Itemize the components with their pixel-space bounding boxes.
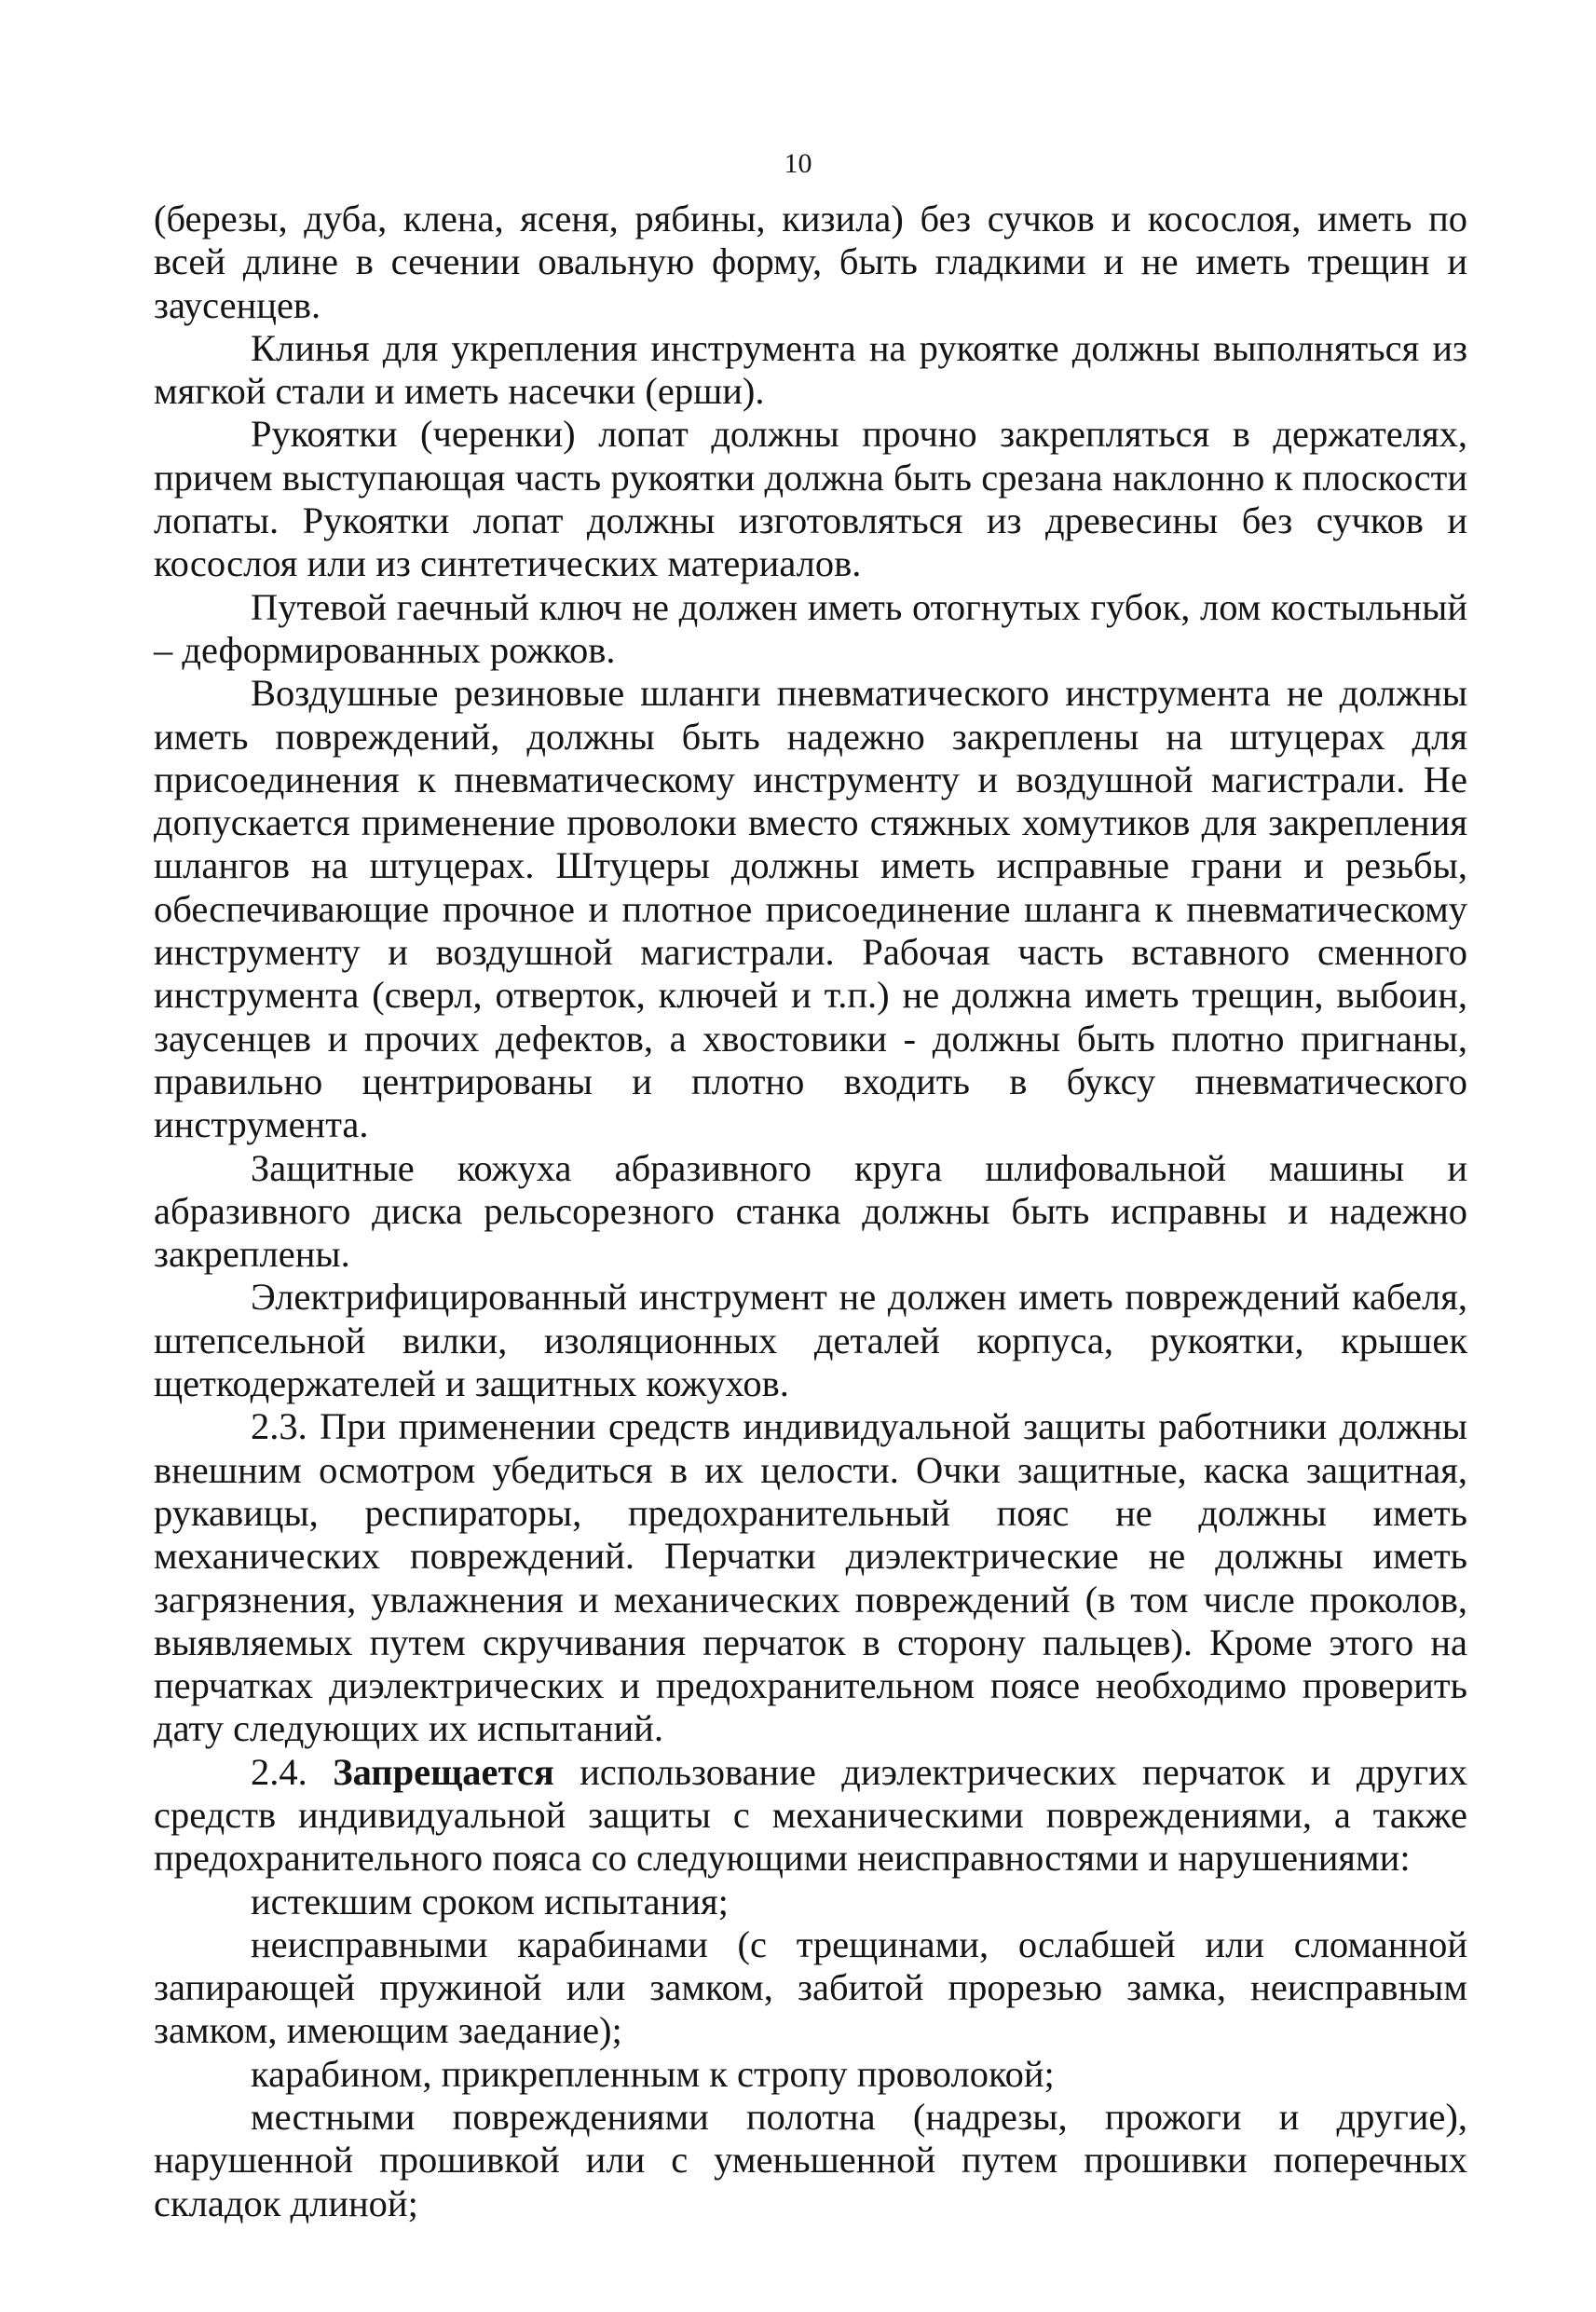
paragraph: (березы, дуба, клена, ясеня, рябины, кизила) без сучков и косослоя, иметь по всей длине в сечении овальную форму, быть гладкими и не иметь трещин и заусенцев.	[154, 198, 1467, 326]
list-item: местными повреждениями полотна (надрезы, прожоги и другие), нарушенной прошивкой или с уменьшенной путем прошивки поперечных складок длиной;	[154, 2096, 1467, 2224]
section-number: 2.4.	[251, 1750, 307, 1793]
paragraph-2-4	[154, 1751, 1467, 1881]
paragraph: 2.3. При применении средств индивидуальной защиты работники должны внешним осмотром убедиться в их целости. Очки защитные, каска защитная, рукавицы, респираторы, предохранительный пояс не должны иметь механических повреждений. Перчатки диэлектрические не должны иметь загрязнения, увлажнения и механических повреждений (в том числе проколов, выявляемых путем скручивания перчаток в сторону пальцев). Кроме этого на перчатках диэлектрических и предохранительном поясе необходимо проверить дату следующих их испытаний.	[154, 1405, 1467, 1750]
list-item: неисправными карабинами (с трещинами, ослабшей или сломанной запирающей пружиной или замком, забитой прорезью замка, неисправным замком, имеющим заедание);	[154, 1922, 1467, 2052]
paragraph: Рукоятки (черенки) лопат должны прочно закрепляться в держателях, причем выступающая часть рукоятки должна быть срезана наклонно к плоскости лопаты. Рукоятки лопат должны изготовляться из древесины без сучков и косослоя или из синтетических материалов.	[154, 413, 1467, 585]
bold-keyword: Запрещается	[333, 1750, 554, 1793]
document-body	[154, 198, 1467, 2225]
paragraph-text: использование диэлектрических перчаток и других средств индивидуальной защиты с механическими повреждениями, а также предохранительного пояса со следующими неисправностями и нарушениями:	[154, 1750, 1467, 1880]
paragraph: Защитные кожуха абразивного круга шлифовальной машины и абразивного диска рельсорезного станка должны быть исправны и надежно закреплены.	[154, 1146, 1467, 1276]
page-number: 10	[784, 148, 812, 179]
paragraph: Электрифицированный инструмент не должен иметь повреждений кабеля, штепсельной вилки, изоляционных деталей корпуса, рукоятки, крышек щеткодержателей и защитных кожухов.	[154, 1276, 1467, 1405]
list-item: карабином, прикрепленным к стропу проволокой;	[251, 2052, 1055, 2095]
paragraph: Воздушные резиновые шланги пневматического инструмента не должны иметь повреждений, должны быть надежно закреплены на штуцерах для присоединения к пневматическому инструменту и воздушной магистрали. Не допускается применение проволоки вместо стяжных хомутиков для закрепления шлангов на штуцерах. Штуцеры должны иметь исправные грани и резьбы, обеспечивающие прочное и плотное присоединение шланга к пневматическому инструменту и воздушной магистрали. Рабочая часть вставного сменного инструмента (сверл, отверток, ключей и т.п.) не должна иметь трещин, выбоин, заусенцев и прочих дефектов, а хвостовики - должны быть плотно пригнаны, правильно центрированы и плотно входить в буксу пневматического инструмента.	[154, 672, 1467, 1146]
list-item: истекшим сроком испытания;	[251, 1880, 729, 1922]
paragraph: Клинья для укрепления инструмента на рукоятке должны выполняться из мягкой стали и иметь насечки (ерши).	[154, 326, 1467, 413]
paragraph: Путевой гаечный ключ не должен иметь отогнутых губок, лом костыльный – деформированных рожков.	[154, 585, 1467, 671]
